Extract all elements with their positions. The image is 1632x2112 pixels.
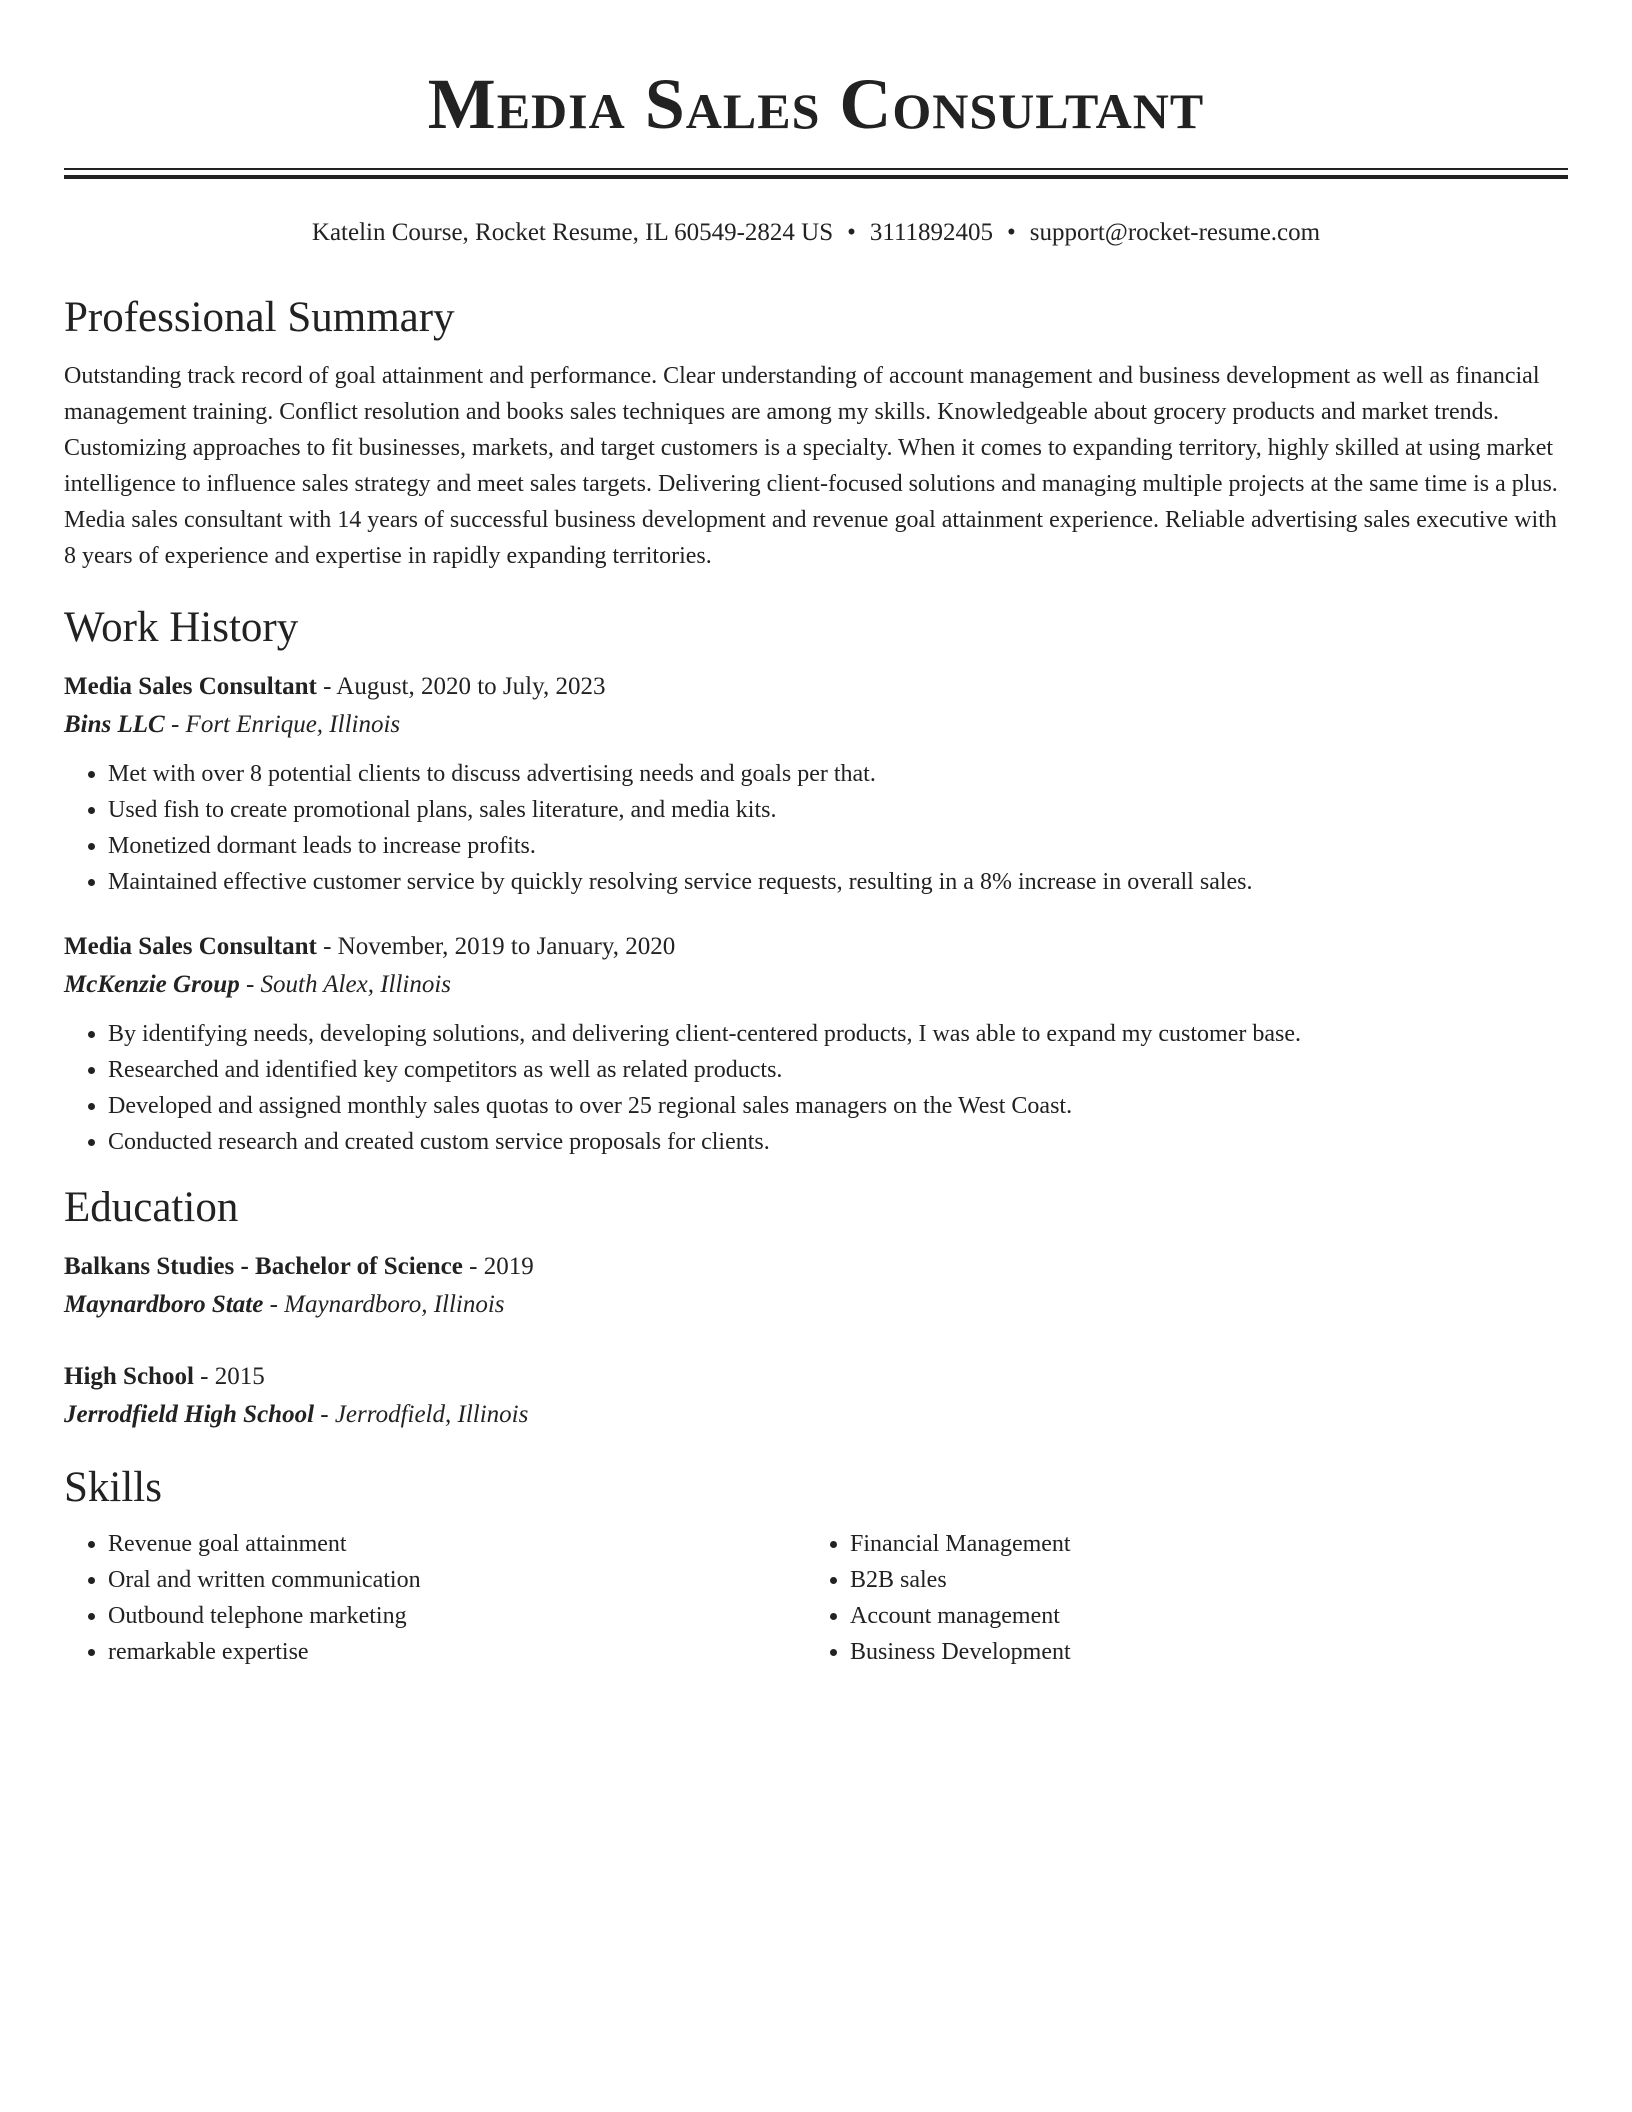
education-entry bbox=[64, 1358, 1568, 1434]
list-item: • remarkable expertise bbox=[108, 1634, 806, 1670]
divider-thin-line bbox=[64, 168, 1568, 170]
contact-email: support@rocket-resume.com bbox=[1029, 219, 1321, 246]
list-item: • Account management bbox=[850, 1598, 1548, 1634]
education-school: Maynardboro State bbox=[64, 1291, 264, 1318]
education-degree-line bbox=[64, 1248, 1568, 1286]
skills-column-left bbox=[64, 1526, 806, 1670]
contact-separator: • bbox=[847, 219, 856, 246]
education-location: - Jerrodfield, Illinois bbox=[314, 1401, 529, 1428]
summary-text: Outstanding track record of goal attainment and performance. Clear understanding of account management and business development as well as financial management training. Conflict resolution and books sales techniques are among my skills. Knowledgeable about grocery products and market trends. Customizing approaches to fit businesses, markets, and target customers is a specialty. When it comes to expanding territory, highly skilled at using market intelligence to influence sales strategy and meet sales targets. Delivering client-focused solutions and managing multiple projects at the same time is a plus. Media sales consultant with 14 years of successful business development and revenue goal attainment experience. Reliable advertising sales executive with 8 years of experience and expertise in rapidly expanding territories. bbox=[64, 363, 1558, 569]
list-item: • By identifying needs, developing solutions, and delivering client-centered products, I was able to expand my customer base. bbox=[108, 1016, 1568, 1052]
summary-section bbox=[64, 290, 1568, 574]
education-year: - 2015 bbox=[193, 1363, 265, 1390]
job-role: Media Sales Consultant bbox=[64, 673, 317, 700]
education-degree: Balkans Studies - Bachelor of Science bbox=[64, 1253, 463, 1280]
work-history-heading: Work History bbox=[64, 604, 299, 651]
education-school-line bbox=[64, 1286, 1568, 1324]
skills-grid bbox=[64, 1526, 1568, 1670]
education-entry bbox=[64, 1248, 1568, 1324]
list-item: • Business Development bbox=[850, 1634, 1548, 1670]
list-item: • Oral and written communication bbox=[108, 1562, 806, 1598]
list-item: • Conducted research and created custom service proposals for clients. bbox=[108, 1124, 1568, 1160]
job-role: Media Sales Consultant bbox=[64, 933, 317, 960]
skills-column-right bbox=[806, 1526, 1548, 1670]
list-item: • Researched and identified key competitors as well as related products. bbox=[108, 1052, 1568, 1088]
list-item: • Revenue goal attainment bbox=[108, 1526, 806, 1562]
contact-address: Katelin Course, Rocket Resume, IL 60549-2824 US bbox=[311, 219, 834, 246]
education-year: - 2019 bbox=[462, 1253, 534, 1280]
education-heading: Education bbox=[64, 1184, 239, 1231]
skills-heading: Skills bbox=[64, 1464, 162, 1511]
job-company: Bins LLC bbox=[64, 711, 165, 738]
work-history-section bbox=[64, 600, 1568, 1160]
job-entry bbox=[64, 668, 1568, 900]
contact-line bbox=[64, 216, 1568, 250]
list-item: • Outbound telephone marketing bbox=[108, 1598, 806, 1634]
contact-phone: 3111892405 bbox=[869, 219, 994, 246]
education-degree: High School bbox=[64, 1363, 194, 1390]
list-item: • Used fish to create promotional plans, sales literature, and media kits. bbox=[108, 792, 1568, 828]
job-dates: - August, 2020 to July, 2023 bbox=[316, 673, 606, 700]
divider-thick-line bbox=[64, 175, 1568, 179]
list-item: • B2B sales bbox=[850, 1562, 1548, 1598]
summary-heading: Professional Summary bbox=[64, 294, 455, 341]
job-bullets bbox=[64, 756, 1568, 900]
job-dates: - November, 2019 to January, 2020 bbox=[316, 933, 676, 960]
skills-list bbox=[64, 1526, 806, 1670]
title-divider bbox=[64, 168, 1568, 180]
contact-separator: • bbox=[1007, 219, 1016, 246]
job-entry bbox=[64, 928, 1568, 1160]
job-title-line bbox=[64, 928, 1568, 966]
education-degree-line bbox=[64, 1358, 1568, 1396]
job-bullets bbox=[64, 1016, 1568, 1160]
education-location: - Maynardboro, Illinois bbox=[263, 1291, 505, 1318]
job-title-line bbox=[64, 668, 1568, 706]
education-section bbox=[64, 1180, 1568, 1434]
job-location: - Fort Enrique, Illinois bbox=[164, 711, 401, 738]
list-item: • Maintained effective customer service by quickly resolving service requests, resulting in a 8% increase in overall sales. bbox=[108, 864, 1568, 900]
skills-section bbox=[64, 1460, 1568, 1670]
education-school-line bbox=[64, 1396, 1568, 1434]
list-item: • Developed and assigned monthly sales quotas to over 25 regional sales managers on the West Coast. bbox=[108, 1088, 1568, 1124]
job-company-line bbox=[64, 706, 1568, 744]
education-school: Jerrodfield High School bbox=[64, 1401, 315, 1428]
skills-list bbox=[806, 1526, 1548, 1670]
list-item: • Monetized dormant leads to increase profits. bbox=[108, 828, 1568, 864]
list-item: • Met with over 8 potential clients to discuss advertising needs and goals per that. bbox=[108, 756, 1568, 792]
job-company: McKenzie Group bbox=[64, 971, 240, 998]
job-company-line bbox=[64, 966, 1568, 1004]
job-location: - South Alex, Illinois bbox=[239, 971, 452, 998]
resume-title: Media Sales Consultant bbox=[427, 64, 1205, 144]
list-item: • Financial Management bbox=[850, 1526, 1548, 1562]
